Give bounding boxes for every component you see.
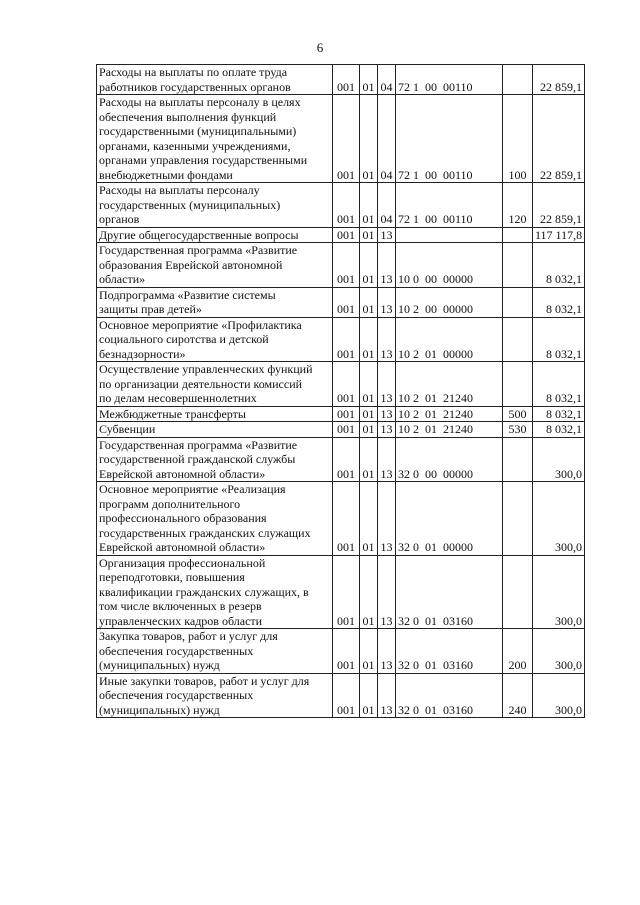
row-name-line: квалификации гражданских служащих, в [99, 584, 309, 599]
section-code-cell: 01 [360, 287, 378, 317]
row-name-line: Подпрограмма «Развитие системы [99, 287, 276, 302]
subsection-code-cell: 13 [378, 227, 396, 243]
row-name-cell [97, 629, 333, 674]
row-name-line: управленческих кадров области [99, 613, 263, 628]
amount-cell: 300,0 [533, 555, 585, 629]
row-name-line: области» [99, 272, 146, 286]
subsection-code-cell: 13 [378, 317, 396, 362]
table-row [97, 362, 585, 407]
grbs-code-cell: 001 [333, 317, 360, 362]
row-name-line: переподготовки, повышения [99, 570, 245, 584]
target-article-cell: 32 0 01 03160 [396, 555, 503, 629]
target-article-cell: 32 0 01 03160 [396, 629, 503, 674]
page-number: 6 [316, 40, 324, 55]
row-name-cell [97, 243, 333, 288]
section-code-cell: 01 [360, 422, 378, 438]
row-name-line: Расходы на выплаты персоналу в целях [99, 95, 301, 109]
amount-cell: 300,0 [533, 437, 585, 482]
amount-cell: 8 032,1 [533, 362, 585, 407]
expense-type-cell: 500 [503, 406, 533, 422]
grbs-code-cell: 001 [333, 243, 360, 288]
row-name-line: обеспечения государственных [99, 643, 254, 658]
section-code-cell: 01 [360, 227, 378, 243]
table-row [97, 555, 585, 629]
grbs-code-cell: 001 [333, 437, 360, 482]
subsection-code-cell: 13 [378, 422, 396, 438]
amount-cell: 8 032,1 [533, 422, 585, 438]
grbs-code-cell: 001 [333, 183, 360, 228]
subsection-code-cell: 13 [378, 287, 396, 317]
row-name-cell [97, 95, 333, 183]
target-article-cell: 72 1 00 00110 [396, 95, 503, 183]
table-row [97, 673, 585, 718]
grbs-code-cell: 001 [333, 555, 360, 629]
row-name-line: органами управления государственными [99, 153, 308, 167]
row-name-cell [97, 437, 333, 482]
row-name-line: образования Еврейской автономной [99, 257, 283, 272]
subsection-code-cell: 13 [378, 555, 396, 629]
section-code-cell: 01 [360, 317, 378, 362]
target-article-cell: 32 0 01 00000 [396, 482, 503, 556]
row-name-line: работников государственных органов [99, 79, 291, 94]
subsection-code-cell: 13 [378, 243, 396, 288]
table-row [97, 482, 585, 556]
row-name-line: Еврейской автономной области» [99, 466, 266, 481]
table-row [97, 422, 585, 438]
subsection-code-cell: 13 [378, 437, 396, 482]
expense-type-cell [503, 437, 533, 482]
row-name-line: социального сиротства и детской [99, 332, 269, 346]
expense-type-cell [503, 555, 533, 629]
row-name-line: том числе включенных в резерв [99, 599, 262, 613]
subsection-code-cell: 13 [378, 482, 396, 556]
row-name-line: программ дополнительного [99, 496, 241, 511]
amount-cell: 8 032,1 [533, 243, 585, 288]
section-code-cell: 01 [360, 437, 378, 482]
section-code-cell: 01 [360, 362, 378, 407]
row-name-line: Иные закупки товаров, работ и услуг для [99, 673, 310, 688]
table-row [97, 317, 585, 362]
table-row [97, 95, 585, 183]
grbs-code-cell: 001 [333, 629, 360, 674]
subsection-code-cell: 13 [378, 673, 396, 718]
row-name-line: государственных (муниципальных) [99, 197, 281, 212]
row-name-line: по делам несовершеннолетних [99, 391, 257, 405]
row-name-line: Государственная программа «Развитие [99, 243, 298, 257]
row-name-line: (муниципальных) нужд [99, 658, 220, 672]
row-name-cell [97, 482, 333, 556]
row-name-line: Закупка товаров, работ и услуг для [99, 629, 278, 643]
target-article-cell: 32 0 01 03160 [396, 673, 503, 718]
budget-table-body [97, 65, 585, 718]
subsection-code-cell: 04 [378, 95, 396, 183]
expense-type-cell: 530 [503, 422, 533, 438]
row-name-cell [97, 362, 333, 407]
row-name-cell [97, 183, 333, 228]
table-row [97, 243, 585, 288]
subsection-code-cell: 04 [378, 183, 396, 228]
subsection-code-cell: 13 [378, 362, 396, 407]
amount-cell: 300,0 [533, 482, 585, 556]
section-code-cell: 01 [360, 555, 378, 629]
row-name-line: защиты прав детей» [99, 302, 202, 316]
subsection-code-cell: 13 [378, 406, 396, 422]
row-name-line: Расходы на выплаты персоналу [99, 183, 260, 197]
amount-cell: 8 032,1 [533, 317, 585, 362]
grbs-code-cell: 001 [333, 673, 360, 718]
row-name-cell [97, 65, 333, 95]
row-name-cell [97, 422, 333, 438]
amount-cell: 22 859,1 [533, 183, 585, 228]
grbs-code-cell: 001 [333, 406, 360, 422]
row-name-line: обеспечения выполнения функций [99, 109, 277, 124]
row-name-line: органами, казенными учреждениями, [99, 138, 291, 153]
row-name-line: Основное мероприятие «Реализация [99, 482, 286, 496]
section-code-cell: 01 [360, 673, 378, 718]
expense-type-cell [503, 65, 533, 95]
expense-type-cell [503, 362, 533, 407]
target-article-cell: 32 0 00 00000 [396, 437, 503, 482]
amount-cell: 300,0 [533, 629, 585, 674]
row-name-cell [97, 406, 333, 422]
section-code-cell: 01 [360, 243, 378, 288]
amount-cell: 8 032,1 [533, 406, 585, 422]
subsection-code-cell: 13 [378, 629, 396, 674]
amount-cell: 22 859,1 [533, 65, 585, 95]
row-name-line: государственных гражданских служащих [99, 525, 311, 540]
grbs-code-cell: 001 [333, 287, 360, 317]
table-row [97, 406, 585, 422]
row-name-line: Государственная программа «Развитие [99, 437, 298, 452]
row-name-cell [97, 227, 333, 243]
grbs-code-cell: 001 [333, 422, 360, 438]
amount-cell: 300,0 [533, 673, 585, 718]
row-name-line: Основное мероприятие «Профилактика [99, 317, 302, 332]
row-name-line: профессионального образования [99, 511, 267, 525]
grbs-code-cell: 001 [333, 95, 360, 183]
target-article-cell: 10 2 01 21240 [396, 406, 503, 422]
target-article-cell: 10 2 00 00000 [396, 287, 503, 317]
table-row [97, 227, 585, 243]
section-code-cell: 01 [360, 65, 378, 95]
row-name-cell [97, 555, 333, 629]
row-name-line: Межбюджетные трансферты [99, 406, 246, 421]
row-name-cell [97, 673, 333, 718]
row-name-line: государственной гражданской службы [99, 452, 296, 466]
budget-table [96, 64, 585, 718]
expense-type-cell [503, 243, 533, 288]
table-row [97, 287, 585, 317]
grbs-code-cell: 001 [333, 65, 360, 95]
row-name-line: Осуществление управленческих функций [99, 362, 313, 376]
row-name-line: Субвенции [99, 422, 156, 436]
target-article-cell [396, 227, 503, 243]
row-name-line: внебюджетными фондами [99, 167, 233, 182]
expense-type-cell [503, 482, 533, 556]
table-row [97, 183, 585, 228]
expense-type-cell [503, 317, 533, 362]
section-code-cell: 01 [360, 482, 378, 556]
table-row [97, 437, 585, 482]
expense-type-cell: 200 [503, 629, 533, 674]
row-name-line: по организации деятельности комиссий [99, 376, 303, 391]
grbs-code-cell: 001 [333, 482, 360, 556]
row-name-line: Организация профессиональной [99, 555, 266, 570]
subsection-code-cell: 04 [378, 65, 396, 95]
row-name-cell [97, 317, 333, 362]
grbs-code-cell: 001 [333, 227, 360, 243]
target-article-cell: 10 2 01 00000 [396, 317, 503, 362]
target-article-cell: 72 1 00 00110 [396, 65, 503, 95]
expense-type-cell [503, 287, 533, 317]
expense-type-cell: 100 [503, 95, 533, 183]
table-row [97, 65, 585, 95]
row-name-line: органов [99, 212, 140, 226]
target-article-cell: 72 1 00 00110 [396, 183, 503, 228]
row-name-cell [97, 287, 333, 317]
amount-cell: 22 859,1 [533, 95, 585, 183]
section-code-cell: 01 [360, 406, 378, 422]
grbs-code-cell: 001 [333, 362, 360, 407]
target-article-cell: 10 2 01 21240 [396, 422, 503, 438]
section-code-cell: 01 [360, 183, 378, 228]
row-name-line: (муниципальных) нужд [99, 702, 220, 717]
expense-type-cell: 240 [503, 673, 533, 718]
row-name-line: Еврейской автономной области» [99, 540, 266, 554]
row-name-line: Расходы на выплаты по оплате труда [99, 65, 288, 79]
target-article-cell: 10 2 01 21240 [396, 362, 503, 407]
expense-type-cell [503, 227, 533, 243]
row-name-line: обеспечения государственных [99, 688, 254, 702]
amount-cell: 8 032,1 [533, 287, 585, 317]
table-row [97, 629, 585, 674]
row-name-line: Другие общегосударственные вопросы [99, 227, 299, 242]
target-article-cell: 10 0 00 00000 [396, 243, 503, 288]
amount-cell: 117 117,8 [533, 227, 585, 243]
section-code-cell: 01 [360, 95, 378, 183]
section-code-cell: 01 [360, 629, 378, 674]
row-name-line: безнадзорности» [99, 346, 186, 361]
expense-type-cell: 120 [503, 183, 533, 228]
row-name-line: государственными (муниципальными) [99, 124, 297, 138]
